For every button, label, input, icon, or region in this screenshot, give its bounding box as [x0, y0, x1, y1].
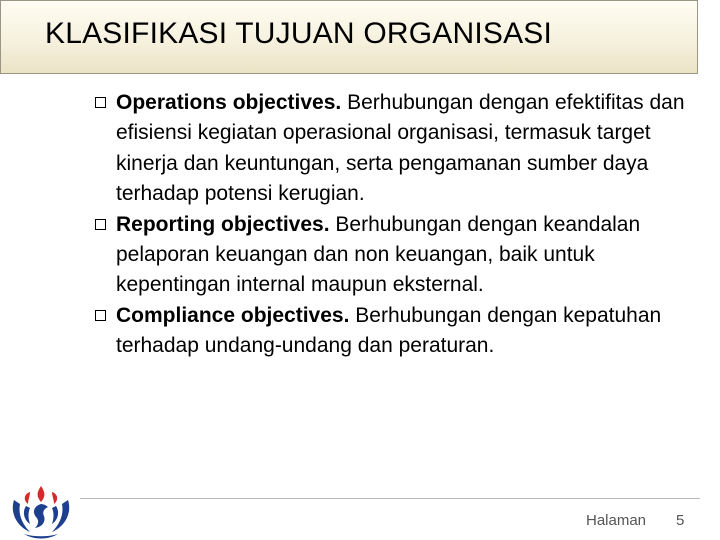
page-title: KLASIFIKASI TUJUAN ORGANISASI	[45, 17, 553, 50]
bullet-lead: Compliance objectives.	[116, 303, 350, 327]
bullet-text: Berhubungan dengan efektifitas dan efisiensi kegiatan operasional organisasi, termasuk target kinerja dan keuntungan, serta pengamanan sumber daya terhadap potensi kerugian.	[116, 91, 685, 206]
checkbox-icon	[95, 97, 106, 108]
bullet-lead: Reporting objectives.	[116, 212, 330, 236]
bullet-list	[90, 88, 690, 362]
page-number: 5	[676, 512, 685, 529]
footer-label: Halaman	[586, 512, 647, 529]
bullet-item-operations	[90, 88, 690, 210]
checkbox-icon	[95, 310, 106, 321]
footer-divider	[80, 498, 700, 499]
title-bar	[0, 0, 698, 74]
bullet-text: Berhubungan dengan keandalan pelaporan keuangan dan non keuangan, baik untuk kepentingan internal maupun eksternal.	[116, 212, 641, 297]
bullet-text: Berhubungan dengan kepatuhan terhadap undang-undang dan peraturan.	[116, 303, 662, 358]
bullet-lead: Operations objectives.	[116, 91, 342, 114]
logo-icon	[6, 482, 76, 540]
bullet-item-reporting	[90, 210, 690, 301]
checkbox-icon	[95, 219, 106, 230]
bullet-item-compliance	[90, 301, 690, 362]
